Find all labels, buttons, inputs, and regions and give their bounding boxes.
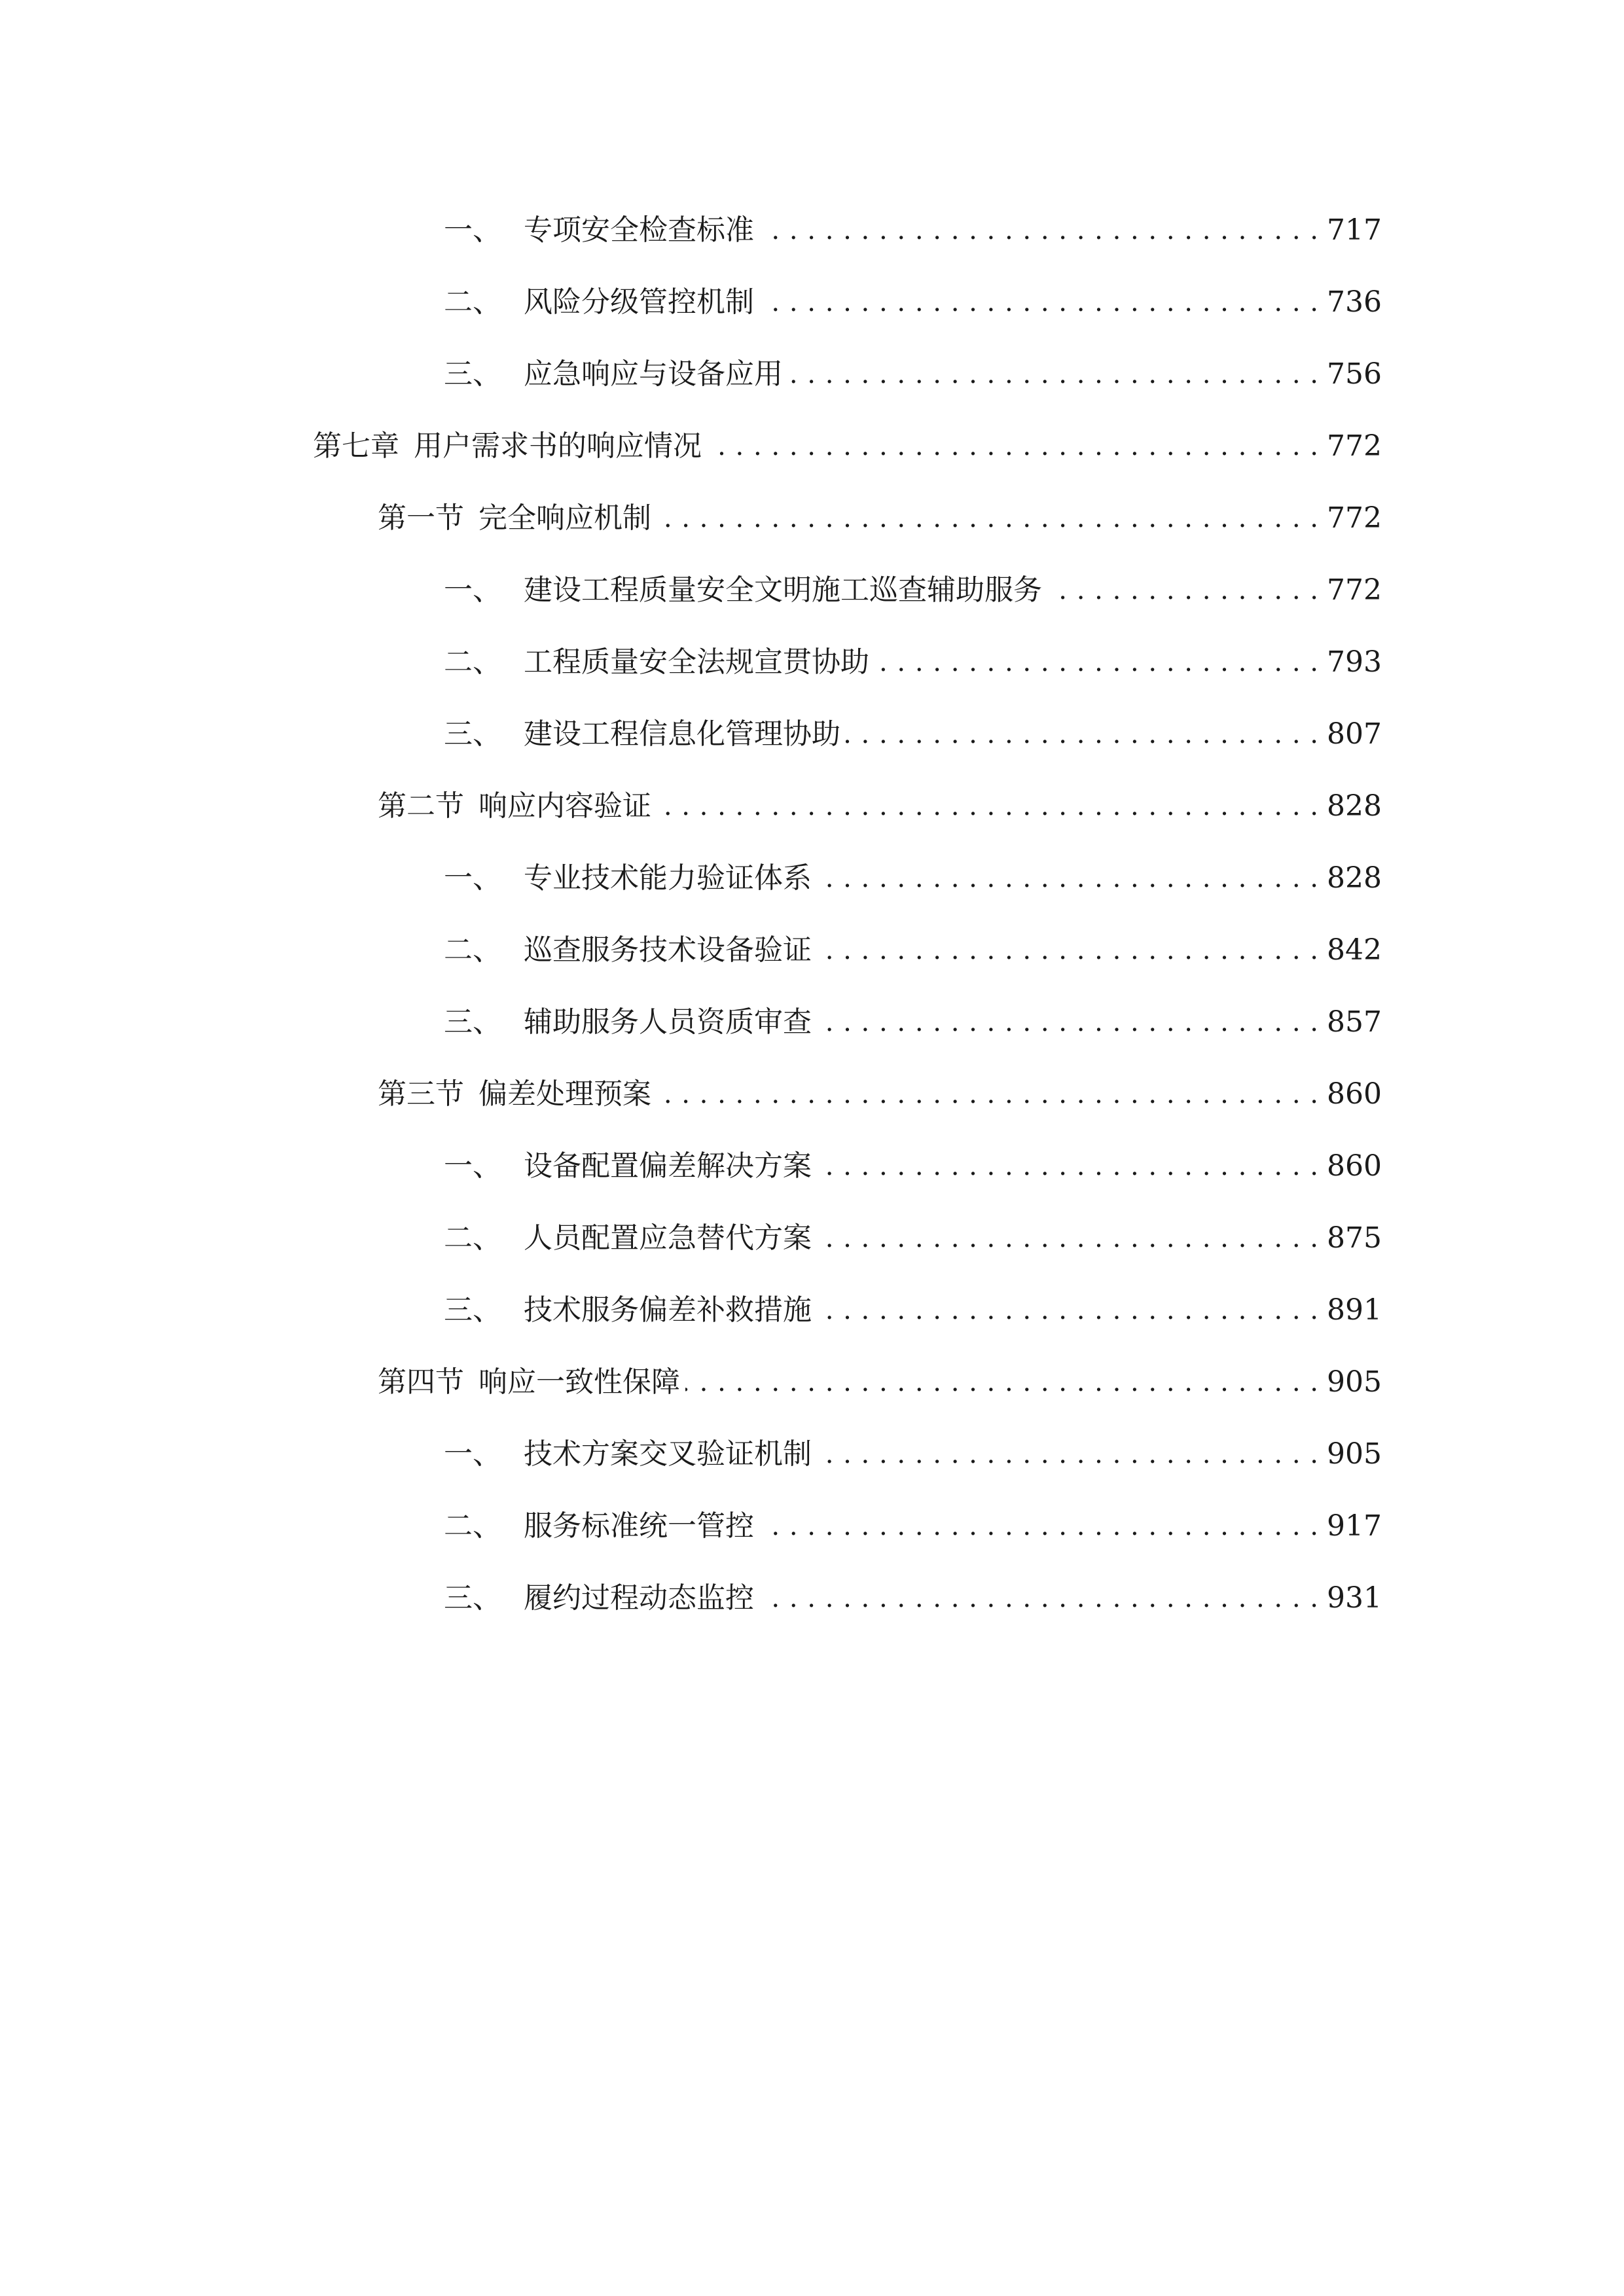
toc-entry-title: 设备配置偏差解决方案: [524, 1149, 812, 1183]
toc-entry-number: 三、: [444, 1581, 501, 1615]
toc-entry[interactable]: [444, 1575, 1382, 1622]
toc-dot-leader: [817, 927, 1319, 974]
toc-entry-section[interactable]: [378, 783, 1382, 830]
toc-entry-number: 一、: [444, 573, 501, 607]
toc-entry[interactable]: [444, 927, 1382, 974]
toc-entry-number: 三、: [444, 1293, 501, 1327]
toc-entry-title: 专项安全检查标准: [524, 213, 754, 247]
toc-dot-leader: [657, 495, 1319, 542]
toc-entry-page: 736: [1327, 285, 1382, 319]
toc-entry-page: 891: [1327, 1293, 1382, 1327]
toc-entry-page: 860: [1327, 1149, 1382, 1183]
toc-entry-page: 717: [1327, 213, 1382, 247]
toc-entry-title: 偏差处理预案: [478, 1077, 651, 1111]
toc-entry[interactable]: [444, 1503, 1382, 1550]
toc-entry[interactable]: [444, 855, 1382, 902]
toc-entry-section[interactable]: [378, 495, 1382, 542]
toc-entry-page: 793: [1327, 645, 1382, 679]
toc-entry-chapter[interactable]: [313, 423, 1382, 470]
toc-entry[interactable]: [444, 999, 1382, 1046]
toc-entry-title: 完全响应机制: [478, 501, 651, 535]
toc-dot-leader: [875, 639, 1319, 686]
toc-entry-number: 三、: [444, 717, 501, 751]
toc-entry-page: 917: [1327, 1509, 1382, 1543]
toc-entry-section[interactable]: [378, 1359, 1382, 1406]
toc-dot-leader: [817, 1431, 1319, 1478]
toc-entry-title: 专业技术能力验证体系: [524, 861, 812, 895]
toc-entry-title: 技术方案交叉验证机制: [524, 1437, 812, 1471]
toc-entry-title: 工程质量安全法规宣贯协助: [524, 645, 869, 679]
toc-entry-number: 二、: [444, 1221, 501, 1255]
toc-dot-leader: [817, 855, 1319, 902]
toc-entry-number: 三、: [444, 357, 501, 391]
toc-entry[interactable]: [444, 1143, 1382, 1190]
toc-dot-leader: [657, 783, 1319, 830]
toc-entry-number: 二、: [444, 933, 501, 967]
toc-entry-page: 905: [1327, 1365, 1382, 1399]
toc-entry-page: 860: [1327, 1077, 1382, 1111]
toc-entry[interactable]: [444, 279, 1382, 326]
toc-entry-number: 一、: [444, 861, 501, 895]
toc-entry-title: 响应一致性保障: [478, 1365, 680, 1399]
toc-dot-leader: [788, 351, 1319, 398]
toc-dot-leader: [707, 423, 1319, 470]
toc-entry-number: 第四节: [378, 1365, 464, 1399]
toc-entry-number: 第七章: [313, 429, 399, 463]
toc-entry-page: 772: [1327, 429, 1382, 463]
toc-entry-number: 第一节: [378, 501, 464, 535]
toc-entry-page: 828: [1327, 789, 1382, 823]
toc-entry-title: 人员配置应急替代方案: [524, 1221, 812, 1255]
toc-entry-page: 875: [1327, 1221, 1382, 1255]
toc-entry[interactable]: [444, 351, 1382, 398]
toc-entry-title: 巡查服务技术设备验证: [524, 933, 812, 967]
toc-entry-page: 931: [1327, 1581, 1382, 1615]
toc-entry-page: 842: [1327, 933, 1382, 967]
toc-entry-number: 第三节: [378, 1077, 464, 1111]
toc-entry[interactable]: [444, 207, 1382, 254]
toc-entry-number: 二、: [444, 645, 501, 679]
toc-dot-leader: [817, 1215, 1319, 1262]
toc-entry[interactable]: [444, 711, 1382, 758]
toc-entry[interactable]: [444, 1287, 1382, 1334]
toc-entry[interactable]: [444, 1431, 1382, 1478]
toc-entry-title: 响应内容验证: [478, 789, 651, 823]
toc-entry-page: 756: [1327, 357, 1382, 391]
toc-entry[interactable]: [444, 1215, 1382, 1262]
toc-dot-leader: [685, 1359, 1319, 1406]
toc-entry-title: 建设工程信息化管理协助: [524, 717, 840, 751]
toc-entry-number: 一、: [444, 1149, 501, 1183]
toc-entry-page: 807: [1327, 717, 1382, 751]
toc-entry[interactable]: [444, 639, 1382, 686]
toc-dot-leader: [817, 1143, 1319, 1190]
toc-entry-section[interactable]: [378, 1071, 1382, 1118]
toc-dot-leader: [759, 1575, 1319, 1622]
toc-entry-number: 二、: [444, 1509, 501, 1543]
toc-entry-number: 第二节: [378, 789, 464, 823]
toc-dot-leader: [759, 279, 1319, 326]
toc-dot-leader: [817, 999, 1319, 1046]
toc-entry-number: 三、: [444, 1005, 501, 1039]
toc-entry-title: 应急响应与设备应用: [524, 357, 783, 391]
toc-entry-title: 履约过程动态监控: [524, 1581, 754, 1615]
toc-entry-title: 建设工程质量安全文明施工巡查辅助服务: [524, 573, 1042, 607]
toc-entry-number: 二、: [444, 285, 501, 319]
toc-entry-title: 风险分级管控机制: [524, 285, 754, 319]
toc-entry-number: 一、: [444, 1437, 501, 1471]
toc-dot-leader: [817, 1287, 1319, 1334]
toc-entry-page: 905: [1327, 1437, 1382, 1471]
toc-entry-title: 辅助服务人员资质审查: [524, 1005, 812, 1039]
toc-entry-page: 772: [1327, 573, 1382, 607]
toc-entry-page: 828: [1327, 861, 1382, 895]
toc-entry-title: 技术服务偏差补救措施: [524, 1293, 812, 1327]
toc-dot-leader: [1047, 567, 1319, 614]
toc-entry-title: 服务标准统一管控: [524, 1509, 754, 1543]
toc-entry-page: 772: [1327, 501, 1382, 535]
toc-entry[interactable]: [444, 567, 1382, 614]
toc-dot-leader: [657, 1071, 1319, 1118]
toc-dot-leader: [759, 207, 1319, 254]
toc-dot-leader: [846, 711, 1319, 758]
toc-entry-title: 用户需求书的响应情况: [414, 429, 702, 463]
toc-dot-leader: [759, 1503, 1319, 1550]
toc-entry-page: 857: [1327, 1005, 1382, 1039]
toc-entry-number: 一、: [444, 213, 501, 247]
